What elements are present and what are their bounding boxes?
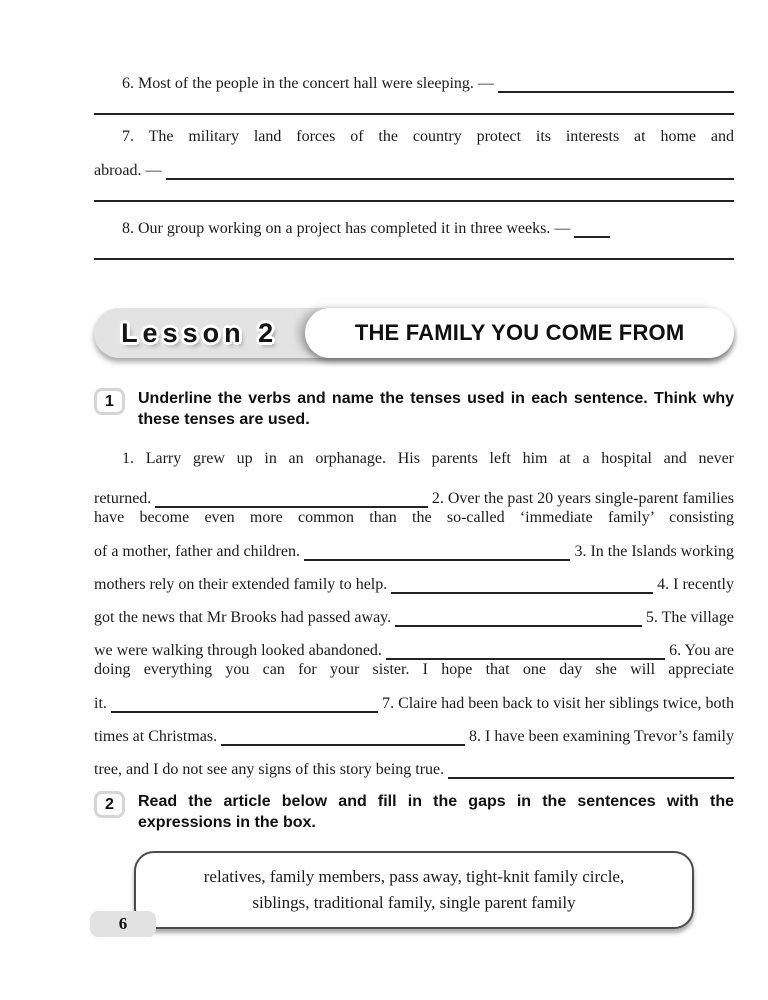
sentence-line xyxy=(94,713,734,746)
sentence-text: it. xyxy=(94,695,111,712)
answer-blank[interactable] xyxy=(395,624,642,627)
page-number-badge: 6 xyxy=(90,911,156,937)
sentence-text: times at Christmas. xyxy=(94,728,222,745)
exercise-1-heading xyxy=(94,388,734,430)
sentence-text: 8. Our group working on a project has completed it in three weeks. — xyxy=(122,220,575,237)
sentence-text: got the news that Mr Brooks had passed away. xyxy=(94,609,396,626)
lesson-title-pill xyxy=(305,308,734,358)
sentence-line xyxy=(94,64,734,93)
sentence-line xyxy=(94,627,734,660)
sentence-text: 6. Most of the people in the concert hall were sleeping. — xyxy=(122,75,498,92)
sentence-text: 3. In the Islands working xyxy=(570,543,734,560)
sentence-text: 7. Claire had been back to visit her siblings twice, both xyxy=(378,695,734,712)
sentence-line: 1. Larry grew up in an orphanage. His parents left him at a hospital and never xyxy=(122,450,734,467)
sentence-line xyxy=(94,561,734,594)
sentence-line xyxy=(94,151,734,180)
sentence-text: 4. I recently xyxy=(653,576,734,593)
previous-exercise-sentences xyxy=(94,64,734,260)
exercise-1-instruction: Underline the verbs and name the tenses used in each sentence. Think why these tenses are used. xyxy=(138,390,734,428)
exercise-1-text xyxy=(94,442,734,779)
answer-blank[interactable] xyxy=(498,90,734,93)
lesson-label: Lesson 2 xyxy=(121,317,279,348)
sentence-text: of a mother, father and children. xyxy=(94,543,304,560)
sentence-text: returned. xyxy=(94,490,156,507)
sentence-line xyxy=(94,209,734,238)
sentence-text: 8. I have been examining Trevor’s family xyxy=(465,728,734,745)
sentence-text: tree, and I do not see any signs of this story being true. xyxy=(94,761,449,778)
sentence-line: have become even more common than the so-called ‘immediate family’ consisting xyxy=(94,509,734,526)
exercise-1-number-badge: 1 xyxy=(94,388,125,415)
lesson-banner xyxy=(94,308,734,358)
sentence-text: 6. You are xyxy=(665,642,734,659)
sentence-text: 2. Over the past 20 years single-parent families xyxy=(427,490,734,507)
sentence-text: 5. The village xyxy=(641,609,734,626)
answer-blank[interactable] xyxy=(448,776,734,779)
sentence-text: mothers rely on their extended family to help. xyxy=(94,576,392,593)
sentence-text: we were walking through looked abandoned. xyxy=(94,642,386,659)
answer-blank[interactable] xyxy=(391,591,653,594)
sentence-line: doing everything you can for your sister. I hope that one day she will appreciate xyxy=(94,661,734,678)
sentence-line: 7. The military land forces of the country protect its interests at home and xyxy=(122,128,734,145)
word-box-line: siblings, traditional family, single parent family xyxy=(252,893,576,912)
answer-blank[interactable] xyxy=(574,235,610,238)
word-box xyxy=(134,851,694,929)
sentence-line xyxy=(94,746,734,779)
sentence-line xyxy=(94,528,734,561)
sentence-text: abroad. — xyxy=(94,162,166,179)
sentence-line xyxy=(94,594,734,627)
answer-blank[interactable] xyxy=(111,710,378,713)
answer-blank[interactable] xyxy=(304,558,571,561)
writing-line[interactable] xyxy=(94,113,734,115)
word-box-line: relatives, family members, pass away, tight-knit family circle, xyxy=(203,867,625,886)
exercise-2-number-badge: 2 xyxy=(94,791,125,818)
writing-line[interactable] xyxy=(94,200,734,202)
answer-blank[interactable] xyxy=(166,177,734,180)
exercise-2-instruction: Read the article below and fill in the gaps in the sentences with the expressions in the box. xyxy=(138,793,734,831)
answer-blank[interactable] xyxy=(221,743,465,746)
lesson-title: THE FAMILY YOU COME FROM xyxy=(354,320,685,345)
writing-line[interactable] xyxy=(94,258,734,260)
sentence-line xyxy=(94,475,734,508)
sentence-line xyxy=(94,680,734,713)
exercise-2-heading xyxy=(94,791,734,833)
